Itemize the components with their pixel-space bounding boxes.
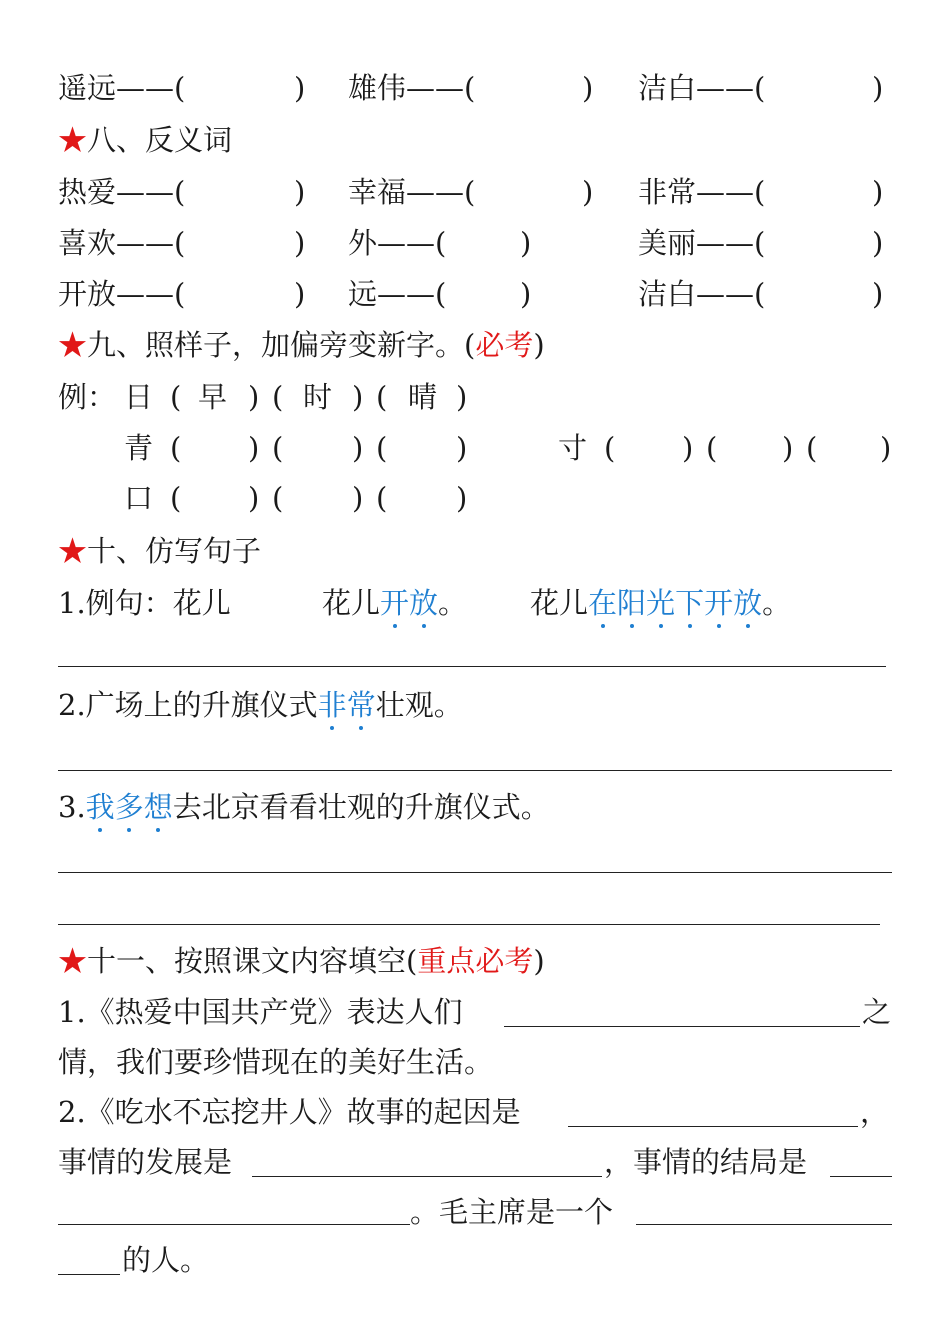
close-paren: ) bbox=[294, 175, 306, 209]
section-11-heading: ★十一、按照课文内容填空(重点必考) bbox=[58, 944, 545, 978]
fill-2-text-3: ，事情的结局是 bbox=[604, 1145, 808, 1179]
fill-blank[interactable] bbox=[58, 1224, 410, 1225]
fill-blank[interactable] bbox=[636, 1224, 892, 1225]
radical-base: 寸 bbox=[558, 431, 588, 465]
close-paren: ) bbox=[880, 431, 892, 465]
antonym-item: 美丽——( bbox=[638, 226, 766, 260]
open-paren: ( bbox=[170, 481, 182, 515]
antonym-item: 幸福——( bbox=[348, 175, 476, 209]
radical-base: 口 bbox=[124, 481, 154, 515]
open-paren: ( bbox=[376, 481, 388, 515]
word-pair-1: 遥远——( bbox=[58, 71, 186, 105]
fill-blank[interactable] bbox=[830, 1176, 892, 1177]
word-pair-3: 洁白——( bbox=[638, 71, 766, 105]
close-paren: ) bbox=[872, 71, 884, 105]
close-paren: ) bbox=[294, 71, 306, 105]
antonym-item: 洁白——( bbox=[638, 277, 766, 311]
close-paren: ) bbox=[248, 380, 260, 414]
open-paren: ( bbox=[272, 431, 284, 465]
open-paren: ( bbox=[376, 380, 388, 414]
open-paren: ( bbox=[170, 431, 182, 465]
close-paren: ) bbox=[682, 431, 694, 465]
open-paren: ( bbox=[376, 431, 388, 465]
fill-blank[interactable] bbox=[252, 1176, 602, 1177]
open-paren: ( bbox=[706, 431, 718, 465]
word-pair-2: 雄伟——( bbox=[348, 71, 476, 105]
fill-1-text: 1.《热爱中国共产党》表达人们 bbox=[58, 995, 463, 1029]
open-paren: ( bbox=[806, 431, 818, 465]
sentence-3: 3.我多想去北京看看壮观的升旗仪式。 bbox=[58, 787, 550, 827]
close-paren: ) bbox=[782, 431, 794, 465]
section-9-heading: ★九、照样子，加偏旁变新字。(必考) bbox=[58, 328, 545, 362]
close-paren: ) bbox=[294, 226, 306, 260]
close-paren: ) bbox=[456, 481, 468, 515]
open-paren: ( bbox=[170, 380, 182, 414]
example-sentence-label: 1.例句：花儿 bbox=[58, 586, 231, 620]
close-paren: ) bbox=[248, 431, 260, 465]
open-paren: ( bbox=[272, 380, 284, 414]
radical-base: 青 bbox=[124, 431, 154, 465]
close-paren: ) bbox=[352, 380, 364, 414]
example-sentence-3: 花儿在阳光下开放。 bbox=[530, 583, 791, 623]
antonym-item: 开放——( bbox=[58, 277, 186, 311]
close-paren: ) bbox=[456, 380, 468, 414]
close-paren: ) bbox=[248, 481, 260, 515]
fill-1-suffix: 之 bbox=[862, 995, 892, 1029]
antonym-item: 外——( bbox=[348, 226, 447, 260]
close-paren: ) bbox=[582, 175, 594, 209]
close-paren: ) bbox=[872, 226, 884, 260]
close-paren: ) bbox=[872, 277, 884, 311]
antonym-item: 喜欢——( bbox=[58, 226, 186, 260]
close-paren: ) bbox=[456, 431, 468, 465]
fill-2-text-5: 的人。 bbox=[122, 1243, 210, 1277]
star-icon: ★ bbox=[58, 328, 88, 362]
open-paren: ( bbox=[272, 481, 284, 515]
answer-line[interactable] bbox=[58, 872, 892, 873]
fill-2-text-4: 。毛主席是一个 bbox=[410, 1195, 614, 1229]
star-icon: ★ bbox=[58, 534, 88, 568]
close-paren: ) bbox=[582, 71, 594, 105]
example-answer: 晴 bbox=[408, 380, 438, 414]
open-paren: ( bbox=[604, 431, 616, 465]
fill-blank[interactable] bbox=[568, 1126, 858, 1127]
close-paren: ) bbox=[352, 431, 364, 465]
example-base: 日 bbox=[124, 380, 154, 414]
close-paren: ) bbox=[294, 277, 306, 311]
answer-line[interactable] bbox=[58, 770, 892, 771]
star-icon: ★ bbox=[58, 123, 88, 157]
star-icon: ★ bbox=[58, 944, 88, 978]
section-8-heading: ★八、反义词 bbox=[58, 123, 233, 157]
fill-blank[interactable] bbox=[58, 1274, 120, 1275]
fill-2-text-2: 事情的发展是 bbox=[58, 1145, 233, 1179]
antonym-item: 非常——( bbox=[638, 175, 766, 209]
antonym-item: 热爱——( bbox=[58, 175, 186, 209]
answer-line[interactable] bbox=[58, 666, 886, 667]
fill-2-text: 2.《吃水不忘挖井人》故事的起因是 bbox=[58, 1095, 521, 1129]
antonym-item: 远——( bbox=[348, 277, 447, 311]
example-label: 例： bbox=[58, 380, 117, 414]
section-10-heading: ★十、仿写句子 bbox=[58, 534, 262, 568]
close-paren: ) bbox=[352, 481, 364, 515]
close-paren: ) bbox=[520, 226, 532, 260]
close-paren: ) bbox=[520, 277, 532, 311]
answer-line[interactable] bbox=[58, 924, 880, 925]
sentence-2: 2.广场上的升旗仪式非常壮观。 bbox=[58, 685, 463, 725]
fill-2-comma: ， bbox=[860, 1095, 890, 1129]
fill-blank[interactable] bbox=[504, 1026, 860, 1027]
example-answer: 时 bbox=[303, 380, 333, 414]
example-answer: 早 bbox=[198, 380, 228, 414]
close-paren: ) bbox=[872, 175, 884, 209]
fill-1-text-2: 情，我们要珍惜现在的美好生活。 bbox=[58, 1045, 494, 1079]
example-sentence-2: 花儿开放。 bbox=[322, 583, 467, 623]
